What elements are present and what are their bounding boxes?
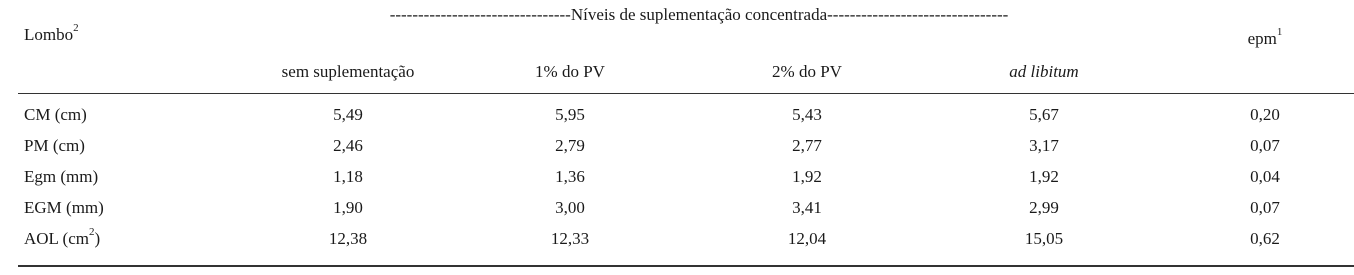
row-label-egm-large: EGM (mm) (24, 198, 104, 217)
epm-header-footnote: 1 (1276, 26, 1283, 39)
cell: 5,67 (1029, 105, 1059, 124)
header-rule (18, 93, 1354, 94)
cell: 2,46 (333, 136, 363, 155)
row-header-label: Lombo (24, 25, 74, 44)
cell: 1,92 (1029, 167, 1059, 186)
group-header-niveis: --------------------------------Níveis de suplementação concentrada-------------------------------- (389, 5, 1009, 24)
cell: 12,04 (787, 229, 827, 248)
row-header-lombo (24, 22, 79, 45)
cell: 5,95 (555, 105, 585, 124)
row-header-footnote: 2 (73, 22, 79, 35)
cell: 12,33 (550, 229, 590, 248)
cell-epm: 0,04 (1250, 167, 1280, 186)
row-label-aol (24, 226, 101, 249)
cell-epm: 0,07 (1250, 136, 1280, 155)
cell: 1,18 (333, 167, 363, 186)
cell: 2,99 (1029, 198, 1059, 217)
row-label-egm-small: Egm (mm) (24, 167, 99, 186)
bottom-rule (18, 265, 1354, 267)
epm-header (1247, 26, 1283, 49)
cell-epm: 0,20 (1250, 105, 1280, 124)
row-label-aol-close: ) (94, 229, 101, 248)
row-label-cm: CM (cm) (24, 105, 87, 124)
cell: 1,90 (333, 198, 363, 217)
cell: 3,00 (555, 198, 585, 217)
row-label-aol-text: AOL (cm (24, 229, 89, 248)
epm-header-label: epm (1247, 29, 1277, 48)
cell: 5,43 (792, 105, 822, 124)
cell: 2,79 (555, 136, 585, 155)
cell: 2,77 (792, 136, 822, 155)
cell: 3,17 (1029, 136, 1059, 155)
cell: 1,36 (555, 167, 585, 186)
cell: 15,05 (1024, 229, 1064, 248)
cell: 1,92 (792, 167, 822, 186)
cell: 3,41 (792, 198, 822, 217)
row-label-pm: PM (cm) (24, 136, 85, 155)
cell: 5,49 (333, 105, 363, 124)
cell: 12,38 (328, 229, 368, 248)
cell-epm: 0,07 (1250, 198, 1280, 217)
cell-epm: 0,62 (1250, 229, 1280, 248)
treatment-header-sem-suplementacao: sem suplementação (281, 62, 415, 81)
treatment-header-ad-libitum: ad libitum (1009, 62, 1079, 81)
treatment-header-2pct-pv: 2% do PV (772, 62, 842, 81)
row-label-aol-sup: 2 (89, 226, 95, 239)
treatment-header-1pct-pv: 1% do PV (535, 62, 605, 81)
